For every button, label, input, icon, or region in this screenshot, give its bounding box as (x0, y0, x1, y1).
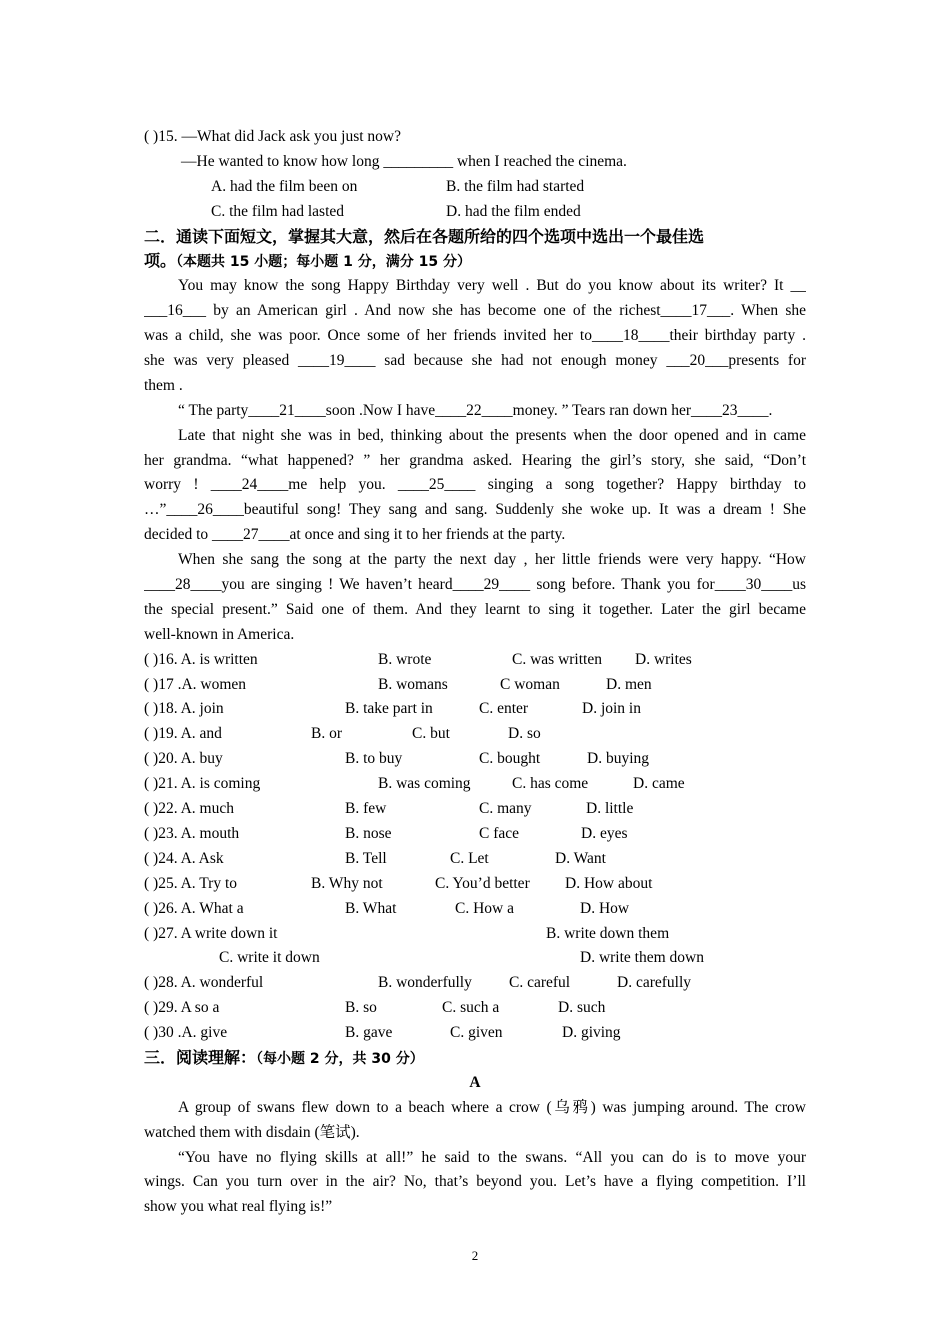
passage-line: “ The party____21____soon .Now I have____22____money. ” Tears ran down her____23____. (178, 401, 773, 419)
passage-line: …”____26____beautiful song! They sang and sang. Suddenly she woke up. It was a dream ! She (144, 501, 806, 519)
question-option-d: D. so (508, 725, 541, 743)
exam-page (144, 125, 806, 1220)
question-option-b: B. so (345, 999, 377, 1017)
question-row (144, 1021, 806, 1046)
section-2-heading-line2 (144, 249, 806, 274)
question-row (144, 971, 806, 996)
question-option-c: C face (479, 824, 520, 842)
story-line: watched them with disdain (笔试). (144, 1123, 360, 1141)
section-3-heading (144, 1046, 806, 1071)
section-2-heading-line1: 二．通读下面短文，掌握其大意，然后在各题所给的四个选项中选出一个最佳选 (144, 226, 705, 246)
question-option-d: D. little (586, 800, 634, 818)
passage-line: When she sang the song at the party the next day , her little friends were very happy. “How (178, 551, 806, 569)
story-line: show you what real flying is!” (144, 1198, 333, 1216)
question-option-a: ( )25. A. Try to (144, 874, 238, 892)
story-line: wings. Can you turn over in the air? No, that’s beyond you. Let’s have a flying competition. I’ll (144, 1173, 806, 1191)
question-option-d: D. such (558, 999, 606, 1017)
option-a: A. had the film been on (211, 177, 358, 195)
question-option-b: B. take part in (345, 700, 433, 718)
question-option-a: ( )26. A. What a (144, 899, 244, 917)
question-option-a: ( )17 .A. women (144, 675, 247, 693)
story-line: “You have no flying skills at all!” he said to the swans. “All you can do is to move your (178, 1148, 806, 1166)
question-option-c: C. such a (442, 999, 500, 1017)
question-15-options-row1 (144, 175, 806, 200)
question-row (144, 996, 806, 1021)
question-row (144, 747, 806, 772)
question-option-b: B. Why not (311, 874, 383, 892)
question-option-c: C. was written (512, 650, 602, 668)
passage-line: well-known in America. (144, 625, 295, 643)
question-row (144, 673, 806, 698)
part-a-title: A (469, 1073, 481, 1091)
question-option-a: ( )23. A. mouth (144, 824, 240, 842)
question-option-a: ( )22. A. much (144, 800, 234, 818)
question-option-a: ( )18. A. join (144, 700, 224, 718)
question-option-c: C. write it down (219, 949, 320, 967)
question-option-d: D. Want (555, 849, 606, 867)
question-option-b: B. gave (345, 1024, 393, 1042)
question-row (144, 697, 806, 722)
question-option-c: C. has come (512, 775, 589, 793)
question-row (144, 822, 806, 847)
question-option-c: C. How a (455, 899, 514, 917)
question-option-a: ( )28. A. wonderful (144, 974, 264, 992)
passage-line: Late that night she was in bed, thinking about the presents when the door opened and in came (178, 426, 806, 444)
question-15-reply: —He wanted to know how long _________ when I reached the cinema. (181, 152, 627, 170)
question-option-d: D. carefully (617, 974, 692, 992)
question-option-c: C. given (450, 1024, 503, 1042)
question-row (144, 648, 806, 673)
passage-line: ____28____you are singing ! We haven’t heard____29____ song before. Thank you for____30____us (144, 576, 806, 594)
passage-line: her grandma. “what happened? ” her grandma asked. Hearing the girl’s story, she said, “Don’t (144, 451, 806, 469)
question-option-b: B. or (311, 725, 342, 743)
question-option-b: B. womans (378, 675, 448, 693)
question-option-c: C. careful (509, 974, 571, 992)
passage-line: worry ! ____24____me help you. ____25____ singing a song together? Happy birthday to (144, 476, 806, 494)
question-option-b: B. was coming (378, 775, 471, 793)
question-option-b: B. nose (345, 824, 392, 842)
question-option-d: D. join in (582, 700, 641, 718)
question-option-a: ( )19. A. and (144, 725, 222, 743)
question-15-options-row2 (144, 200, 806, 225)
question-option-a: ( )27. A write down it (144, 924, 278, 942)
question-option-a: ( )21. A. is coming (144, 775, 261, 793)
question-row-continued (144, 946, 806, 971)
passage-line: the special present.” Said one of them. And they learnt to sing it together. Later the girl became (144, 600, 806, 618)
passage-line: ___16___ by an American girl . And now she has become one of the richest____17___. When she (144, 302, 806, 320)
question-option-a: ( )16. A. is written (144, 650, 258, 668)
passage-line: them . (144, 376, 183, 394)
section-3-heading-note: （每小题 2 分，共 30 分） (256, 1050, 424, 1067)
section-2-heading-note: （本题共 15 小题；每小题 1 分，满分 15 分） (176, 254, 471, 271)
question-option-b: B. wonderfully (378, 974, 472, 992)
question-15-stem: ( )15. —What did Jack ask you just now? (144, 128, 401, 145)
option-c: C. the film had lasted (211, 202, 345, 220)
question-row (144, 772, 806, 797)
question-option-a: ( )24. A. Ask (144, 849, 224, 867)
section-2-heading-label: 项。 (144, 251, 177, 271)
question-option-b: B. few (345, 800, 387, 818)
question-option-d: D. write them down (580, 949, 704, 967)
question-option-d: D. eyes (581, 824, 628, 842)
page-number: 2 (471, 1248, 479, 1263)
question-option-c: C. Let (450, 849, 489, 867)
question-option-a: ( )29. A so a (144, 999, 220, 1017)
question-row (144, 897, 806, 922)
section-3-heading-label: 三．阅读理解： (144, 1047, 257, 1067)
question-option-c: C. many (479, 800, 532, 818)
question-option-d: D. writes (635, 650, 692, 668)
question-option-c: C. enter (479, 700, 529, 718)
question-option-c: C woman (500, 675, 560, 693)
question-option-d: D. How about (565, 874, 653, 892)
question-option-b: B. wrote (378, 650, 432, 668)
question-option-d: D. giving (562, 1024, 621, 1042)
question-row (144, 872, 806, 897)
story-line: A group of swans flew down to a beach where a crow (乌鸦) was jumping around. The crow (178, 1098, 806, 1116)
option-b: B. the film had started (446, 177, 585, 195)
option-d: D. had the film ended (446, 202, 581, 220)
question-option-d: D. How (580, 899, 630, 917)
question-option-c: C. You’d better (435, 874, 530, 892)
question-option-d: D. buying (587, 750, 649, 768)
passage-line: was a child, she was poor. Once some of her friends invited her to____18____their birthday party . (144, 327, 806, 345)
question-option-b: B. to buy (345, 750, 403, 768)
question-option-c: C. but (412, 725, 450, 743)
passage-line: decided to ____27____at once and sing it to her friends at the party. (144, 526, 566, 544)
question-option-c: C. bought (479, 750, 541, 768)
question-option-d: D. came (633, 775, 685, 793)
question-row (144, 922, 806, 947)
question-option-b: B. What (345, 899, 397, 917)
question-option-a: ( )20. A. buy (144, 750, 223, 768)
question-row (144, 797, 806, 822)
question-row (144, 722, 806, 747)
passage-line: You may know the song Happy Birthday very well . But do you know about its writer? It __ (178, 277, 806, 295)
question-row (144, 847, 806, 872)
passage-line: she was very pleased ____19____ sad because she had not enough money ___20___presents for (144, 352, 806, 370)
question-option-b: B. write down them (546, 924, 670, 942)
question-option-a: ( )30 .A. give (144, 1024, 228, 1042)
question-option-d: D. men (606, 675, 652, 693)
question-option-b: B. Tell (345, 849, 387, 867)
